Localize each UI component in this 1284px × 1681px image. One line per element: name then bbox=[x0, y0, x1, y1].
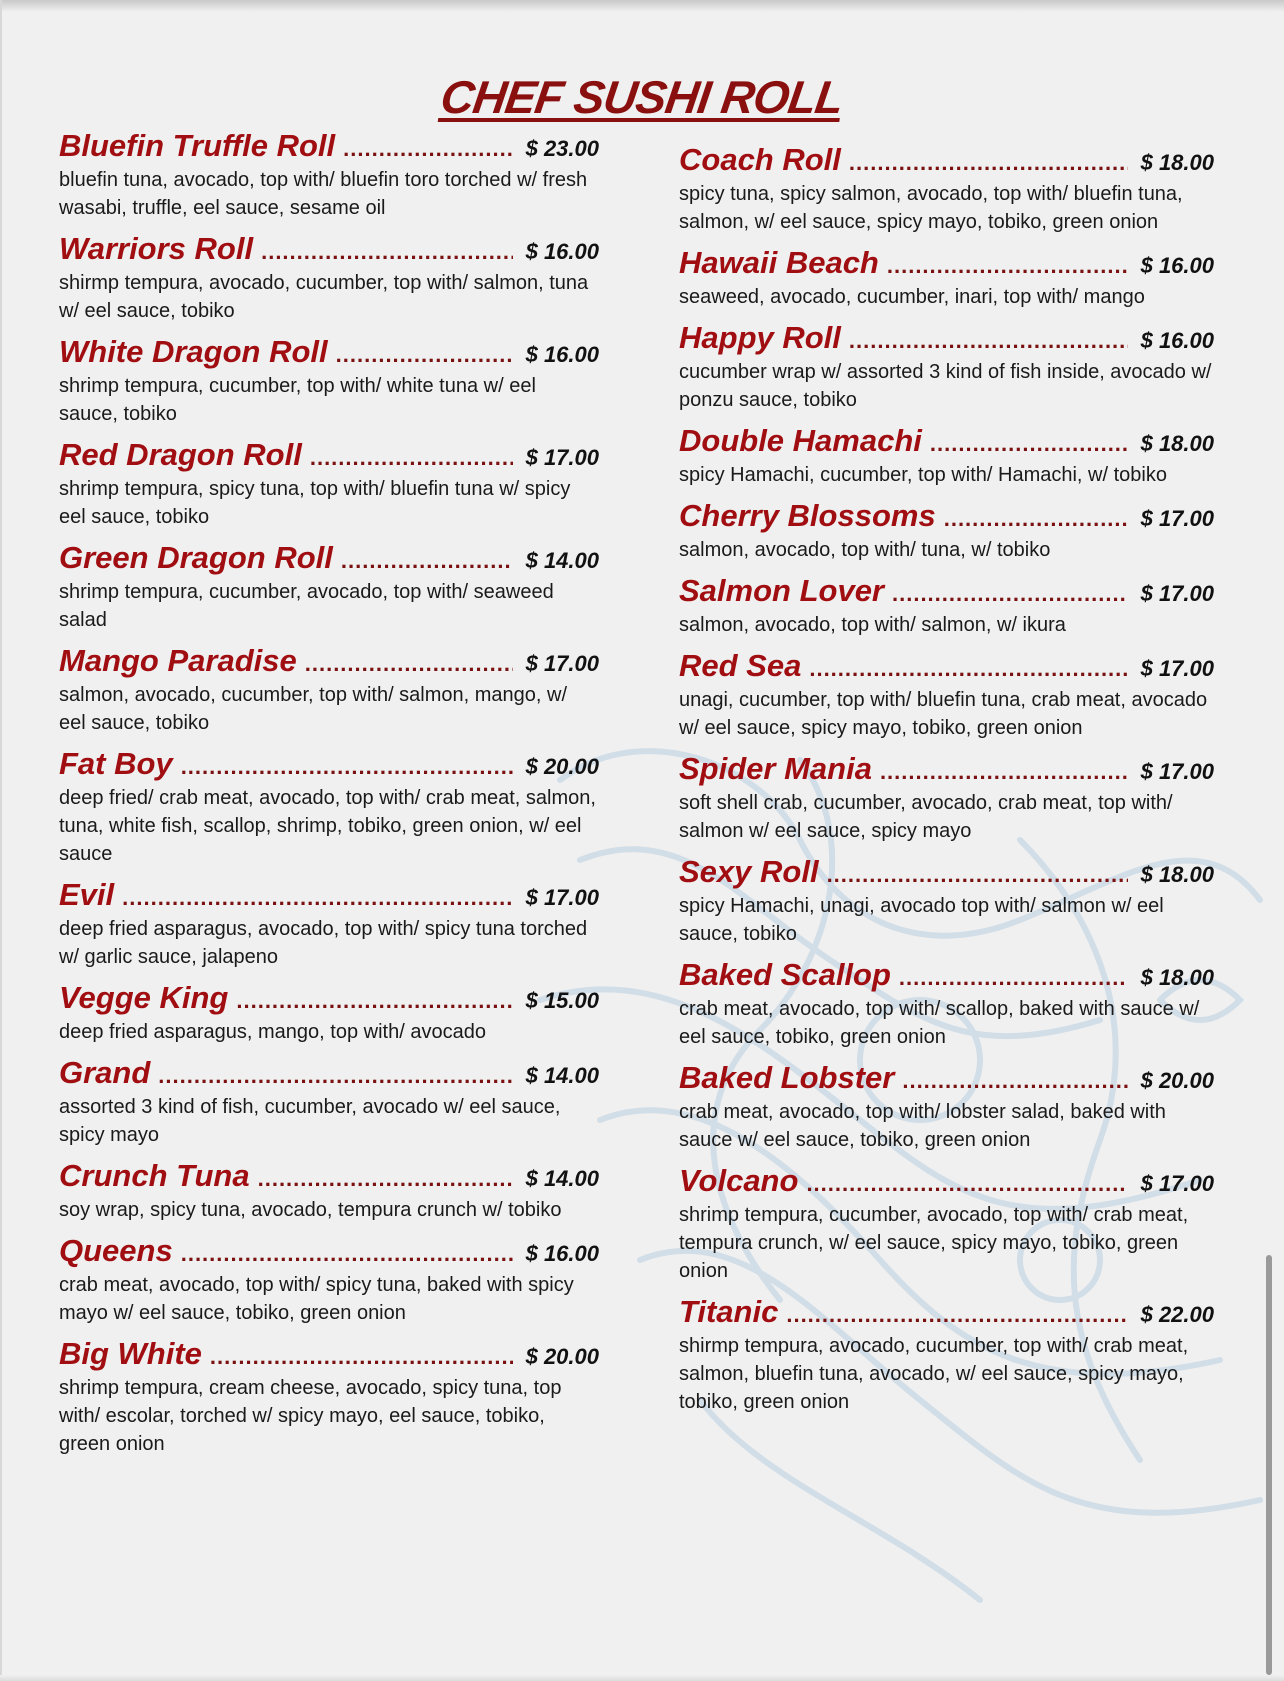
menu-item-description: bluefin tuna, avocado, top with/ bluefin toro torched w/ fresh wasabi, truffle, eel sauce, sesame oil bbox=[59, 169, 588, 219]
leader-dots bbox=[892, 581, 1128, 607]
leader-dots bbox=[827, 862, 1128, 888]
menu-item bbox=[59, 877, 599, 971]
menu-item-description: spicy Hamachi, unagi, avocado top with/ salmon w/ eel sauce, tobiko bbox=[679, 895, 1164, 945]
menu-item-description: shrimp tempura, cream cheese, avocado, spicy tuna, top with/ escolar, torched w/ spicy mayo, eel sauce, tobiko, green onion bbox=[59, 1377, 562, 1455]
menu-item-description: crab meat, avocado, top with/ spicy tuna, baked with spicy mayo w/ eel sauce, tobiko, green onion bbox=[59, 1274, 574, 1324]
leader-dots bbox=[261, 239, 513, 265]
leader-dots bbox=[849, 150, 1128, 176]
leader-dots bbox=[181, 754, 513, 780]
menu-item-price: $ 23.00 bbox=[525, 136, 599, 161]
menu-item-price: $ 22.00 bbox=[1140, 1302, 1214, 1327]
bottom-border bbox=[0, 1675, 1284, 1681]
menu-item-description: shirmp tempura, avocado, cucumber, top with/ salmon, tuna w/ eel sauce, tobiko bbox=[59, 272, 589, 322]
menu-item bbox=[59, 643, 599, 737]
menu-item-name: Green Dragon Roll bbox=[59, 540, 333, 575]
menu-item-description: deep fried asparagus, mango, top with/ avocado bbox=[59, 1021, 486, 1043]
menu-item-header bbox=[679, 423, 1214, 459]
menu-item-name: Salmon Lover bbox=[679, 573, 884, 608]
leader-dots bbox=[210, 1344, 513, 1370]
menu-item-header bbox=[679, 1294, 1214, 1330]
menu-item-price: $ 16.00 bbox=[525, 342, 599, 367]
menu-item-header bbox=[679, 648, 1214, 684]
menu-item-header bbox=[679, 245, 1214, 281]
menu-item-description: spicy Hamachi, cucumber, top with/ Hamachi, w/ tobiko bbox=[679, 464, 1167, 486]
menu-item bbox=[679, 1163, 1214, 1285]
menu-item-price: $ 17.00 bbox=[1140, 581, 1214, 606]
leader-dots bbox=[305, 651, 513, 677]
menu-item-price: $ 17.00 bbox=[525, 885, 599, 910]
menu-item-price: $ 18.00 bbox=[1140, 862, 1214, 887]
menu-item bbox=[59, 1158, 599, 1224]
menu-item-price: $ 16.00 bbox=[525, 1241, 599, 1266]
menu-item bbox=[679, 573, 1214, 639]
menu-item-price: $ 18.00 bbox=[1140, 150, 1214, 175]
leader-dots bbox=[880, 759, 1128, 785]
menu-item-price: $ 20.00 bbox=[1140, 1068, 1214, 1093]
menu-item-header bbox=[679, 142, 1214, 178]
menu-title: CHEF SUSHI ROLL bbox=[437, 71, 847, 123]
menu-item bbox=[59, 540, 599, 634]
leader-dots bbox=[944, 506, 1128, 532]
menu-item bbox=[59, 980, 599, 1046]
menu-item-name: Titanic bbox=[679, 1294, 779, 1329]
menu-item-description: soy wrap, spicy tuna, avocado, tempura crunch w/ tobiko bbox=[59, 1199, 562, 1221]
menu-item-description: salmon, avocado, top with/ salmon, w/ ikura bbox=[679, 614, 1066, 636]
menu-item-header bbox=[59, 1055, 599, 1091]
menu-item-name: Spider Mania bbox=[679, 751, 872, 786]
menu-item-header bbox=[679, 854, 1214, 890]
menu-item-header bbox=[59, 540, 599, 576]
menu-item-name: Coach Roll bbox=[679, 142, 841, 177]
menu-item-description: crab meat, avocado, top with/ lobster salad, baked with sauce w/ eel sauce, tobiko, green onion bbox=[679, 1101, 1166, 1151]
menu-item-name: Warriors Roll bbox=[59, 231, 254, 266]
leader-dots bbox=[806, 1171, 1128, 1197]
menu-item-price: $ 16.00 bbox=[1140, 328, 1214, 353]
menu-item-description: shrimp tempura, spicy tuna, top with/ bluefin tuna w/ spicy eel sauce, tobiko bbox=[59, 478, 571, 528]
leader-dots bbox=[122, 885, 513, 911]
menu-item-description: soft shell crab, cucumber, avocado, crab meat, top with/ salmon w/ eel sauce, spicy mayo bbox=[679, 792, 1173, 842]
menu-item-name: Queens bbox=[59, 1233, 173, 1268]
leader-dots bbox=[887, 253, 1128, 279]
menu-item-header bbox=[679, 498, 1214, 534]
menu-item-header bbox=[59, 231, 599, 267]
menu-item-name: Grand bbox=[59, 1055, 151, 1090]
menu-item-header bbox=[679, 957, 1214, 993]
menu-item-price: $ 14.00 bbox=[525, 1166, 599, 1191]
menu-item-header bbox=[59, 334, 599, 370]
menu-item-price: $ 14.00 bbox=[525, 1063, 599, 1088]
menu-item-header bbox=[679, 1060, 1214, 1096]
menu-item-header bbox=[59, 128, 599, 164]
leader-dots bbox=[899, 965, 1128, 991]
menu-item-name: Happy Roll bbox=[679, 320, 841, 355]
scrollbar[interactable] bbox=[1266, 1255, 1272, 1675]
menu-item bbox=[679, 854, 1214, 948]
leader-dots bbox=[786, 1302, 1128, 1328]
menu-item bbox=[679, 142, 1214, 236]
leader-dots bbox=[930, 431, 1128, 457]
menu-item-header bbox=[679, 573, 1214, 609]
menu-item-price: $ 16.00 bbox=[1140, 253, 1214, 278]
menu-item-header bbox=[59, 877, 599, 913]
menu-item-description: crab meat, avocado, top with/ scallop, baked with sauce w/ eel sauce, tobiko, green onion bbox=[679, 998, 1200, 1048]
right-column bbox=[679, 142, 1214, 1425]
menu-item-price: $ 17.00 bbox=[525, 445, 599, 470]
menu-item-price: $ 20.00 bbox=[525, 1344, 599, 1369]
menu-item bbox=[59, 231, 599, 325]
leader-dots bbox=[809, 656, 1128, 682]
menu-item-price: $ 18.00 bbox=[1140, 965, 1214, 990]
menu-item-name: Volcano bbox=[679, 1163, 799, 1198]
menu-item-description: shirmp tempura, avocado, cucumber, top with/ crab meat, salmon, bluefin tuna, avocado, w/ eel sauce, spicy mayo, tobiko, green onion bbox=[679, 1335, 1189, 1413]
leader-dots bbox=[849, 328, 1128, 354]
menu-item-description: deep fried asparagus, avocado, top with/ spicy tuna torched w/ garlic sauce, jalapeno bbox=[59, 918, 588, 968]
leader-dots bbox=[236, 988, 513, 1014]
leader-dots bbox=[341, 548, 513, 574]
menu-item-price: $ 20.00 bbox=[525, 754, 599, 779]
menu-item-name: Big White bbox=[59, 1336, 202, 1371]
menu-item-price: $ 14.00 bbox=[525, 548, 599, 573]
menu-item-name: White Dragon Roll bbox=[59, 334, 328, 369]
menu-item-price: $ 17.00 bbox=[1140, 506, 1214, 531]
menu-item-header bbox=[679, 751, 1214, 787]
left-column bbox=[59, 128, 599, 1467]
menu-item-header bbox=[59, 1158, 599, 1194]
menu-item bbox=[679, 498, 1214, 564]
menu-item-name: Bluefin Truffle Roll bbox=[59, 128, 336, 163]
menu-item-description: seaweed, avocado, cucumber, inari, top with/ mango bbox=[679, 286, 1145, 308]
menu-item-name: Vegge King bbox=[59, 980, 229, 1015]
menu-item bbox=[59, 1336, 599, 1458]
menu-item-name: Double Hamachi bbox=[679, 423, 922, 458]
menu-item bbox=[679, 245, 1214, 311]
menu-item-price: $ 15.00 bbox=[525, 988, 599, 1013]
leader-dots bbox=[902, 1068, 1128, 1094]
menu-item-description: unagi, cucumber, top with/ bluefin tuna, crab meat, avocado w/ eel sauce, spicy mayo, tobiko, green onion bbox=[679, 689, 1208, 739]
menu-item-name: Cherry Blossoms bbox=[679, 498, 936, 533]
leader-dots bbox=[310, 445, 513, 471]
menu-item-header bbox=[59, 643, 599, 679]
menu-item bbox=[59, 746, 599, 868]
menu-item bbox=[679, 1294, 1214, 1416]
menu-item bbox=[679, 957, 1214, 1051]
leader-dots bbox=[181, 1241, 513, 1267]
menu-item-description: assorted 3 kind of fish, cucumber, avocado w/ eel sauce, spicy mayo bbox=[59, 1096, 561, 1146]
menu-item bbox=[679, 648, 1214, 742]
menu-item-price: $ 17.00 bbox=[525, 651, 599, 676]
menu-item bbox=[59, 1055, 599, 1149]
menu-item-description: salmon, avocado, top with/ tuna, w/ tobiko bbox=[679, 539, 1051, 561]
menu-item-header bbox=[679, 1163, 1214, 1199]
menu-item bbox=[59, 334, 599, 428]
menu-item-name: Sexy Roll bbox=[679, 854, 819, 889]
menu-item-name: Crunch Tuna bbox=[59, 1158, 250, 1193]
menu-item-price: $ 18.00 bbox=[1140, 431, 1214, 456]
menu-item-header bbox=[59, 746, 599, 782]
leader-dots bbox=[343, 136, 513, 162]
menu-item-header bbox=[59, 1233, 599, 1269]
menu-item-price: $ 17.00 bbox=[1140, 656, 1214, 681]
menu-item-name: Red Sea bbox=[679, 648, 802, 683]
menu-item-description: cucumber wrap w/ assorted 3 kind of fish inside, avocado w/ ponzu sauce, tobiko bbox=[679, 361, 1212, 411]
menu-item bbox=[679, 1060, 1214, 1154]
menu-item bbox=[679, 751, 1214, 845]
menu-item bbox=[679, 320, 1214, 414]
leader-dots bbox=[158, 1063, 513, 1089]
menu-item-description: salmon, avocado, cucumber, top with/ salmon, mango, w/ eel sauce, tobiko bbox=[59, 684, 568, 734]
menu-item-description: shrimp tempura, cucumber, avocado, top with/ seaweed salad bbox=[59, 581, 554, 631]
menu-item-name: Fat Boy bbox=[59, 746, 173, 781]
menu-item-name: Red Dragon Roll bbox=[59, 437, 302, 472]
menu-item-header bbox=[59, 437, 599, 473]
menu-item-price: $ 17.00 bbox=[1140, 1171, 1214, 1196]
menu-item-name: Mango Paradise bbox=[59, 643, 297, 678]
menu-item-header bbox=[59, 1336, 599, 1372]
menu-item-description: spicy tuna, spicy salmon, avocado, top with/ bluefin tuna, salmon, w/ eel sauce, spicy mayo, tobiko, green onion bbox=[679, 183, 1183, 233]
menu-item bbox=[679, 423, 1214, 489]
menu-item-price: $ 16.00 bbox=[525, 239, 599, 264]
menu-item-header bbox=[59, 980, 599, 1016]
menu-item-description: shrimp tempura, cucumber, top with/ white tuna w/ eel sauce, tobiko bbox=[59, 375, 536, 425]
menu-item-name: Hawaii Beach bbox=[679, 245, 879, 280]
menu-item-name: Evil bbox=[59, 877, 115, 912]
menu-item-price: $ 17.00 bbox=[1140, 759, 1214, 784]
leader-dots bbox=[258, 1166, 513, 1192]
top-shadow bbox=[0, 0, 1284, 12]
left-border bbox=[0, 0, 2, 1681]
menu-item bbox=[59, 437, 599, 531]
menu-item bbox=[59, 1233, 599, 1327]
menu-item bbox=[59, 128, 599, 222]
menu-item-name: Baked Scallop bbox=[679, 957, 891, 992]
leader-dots bbox=[336, 342, 513, 368]
menu-item-name: Baked Lobster bbox=[679, 1060, 895, 1095]
menu-item-header bbox=[679, 320, 1214, 356]
menu-item-description: shrimp tempura, cucumber, avocado, top with/ crab meat, tempura crunch, w/ eel sauce, spicy mayo, tobiko, green onion bbox=[679, 1204, 1189, 1282]
menu-item-description: deep fried/ crab meat, avocado, top with/ crab meat, salmon, tuna, white fish, scallop, shrimp, tobiko, green onion, w/ eel sauce bbox=[59, 787, 596, 865]
